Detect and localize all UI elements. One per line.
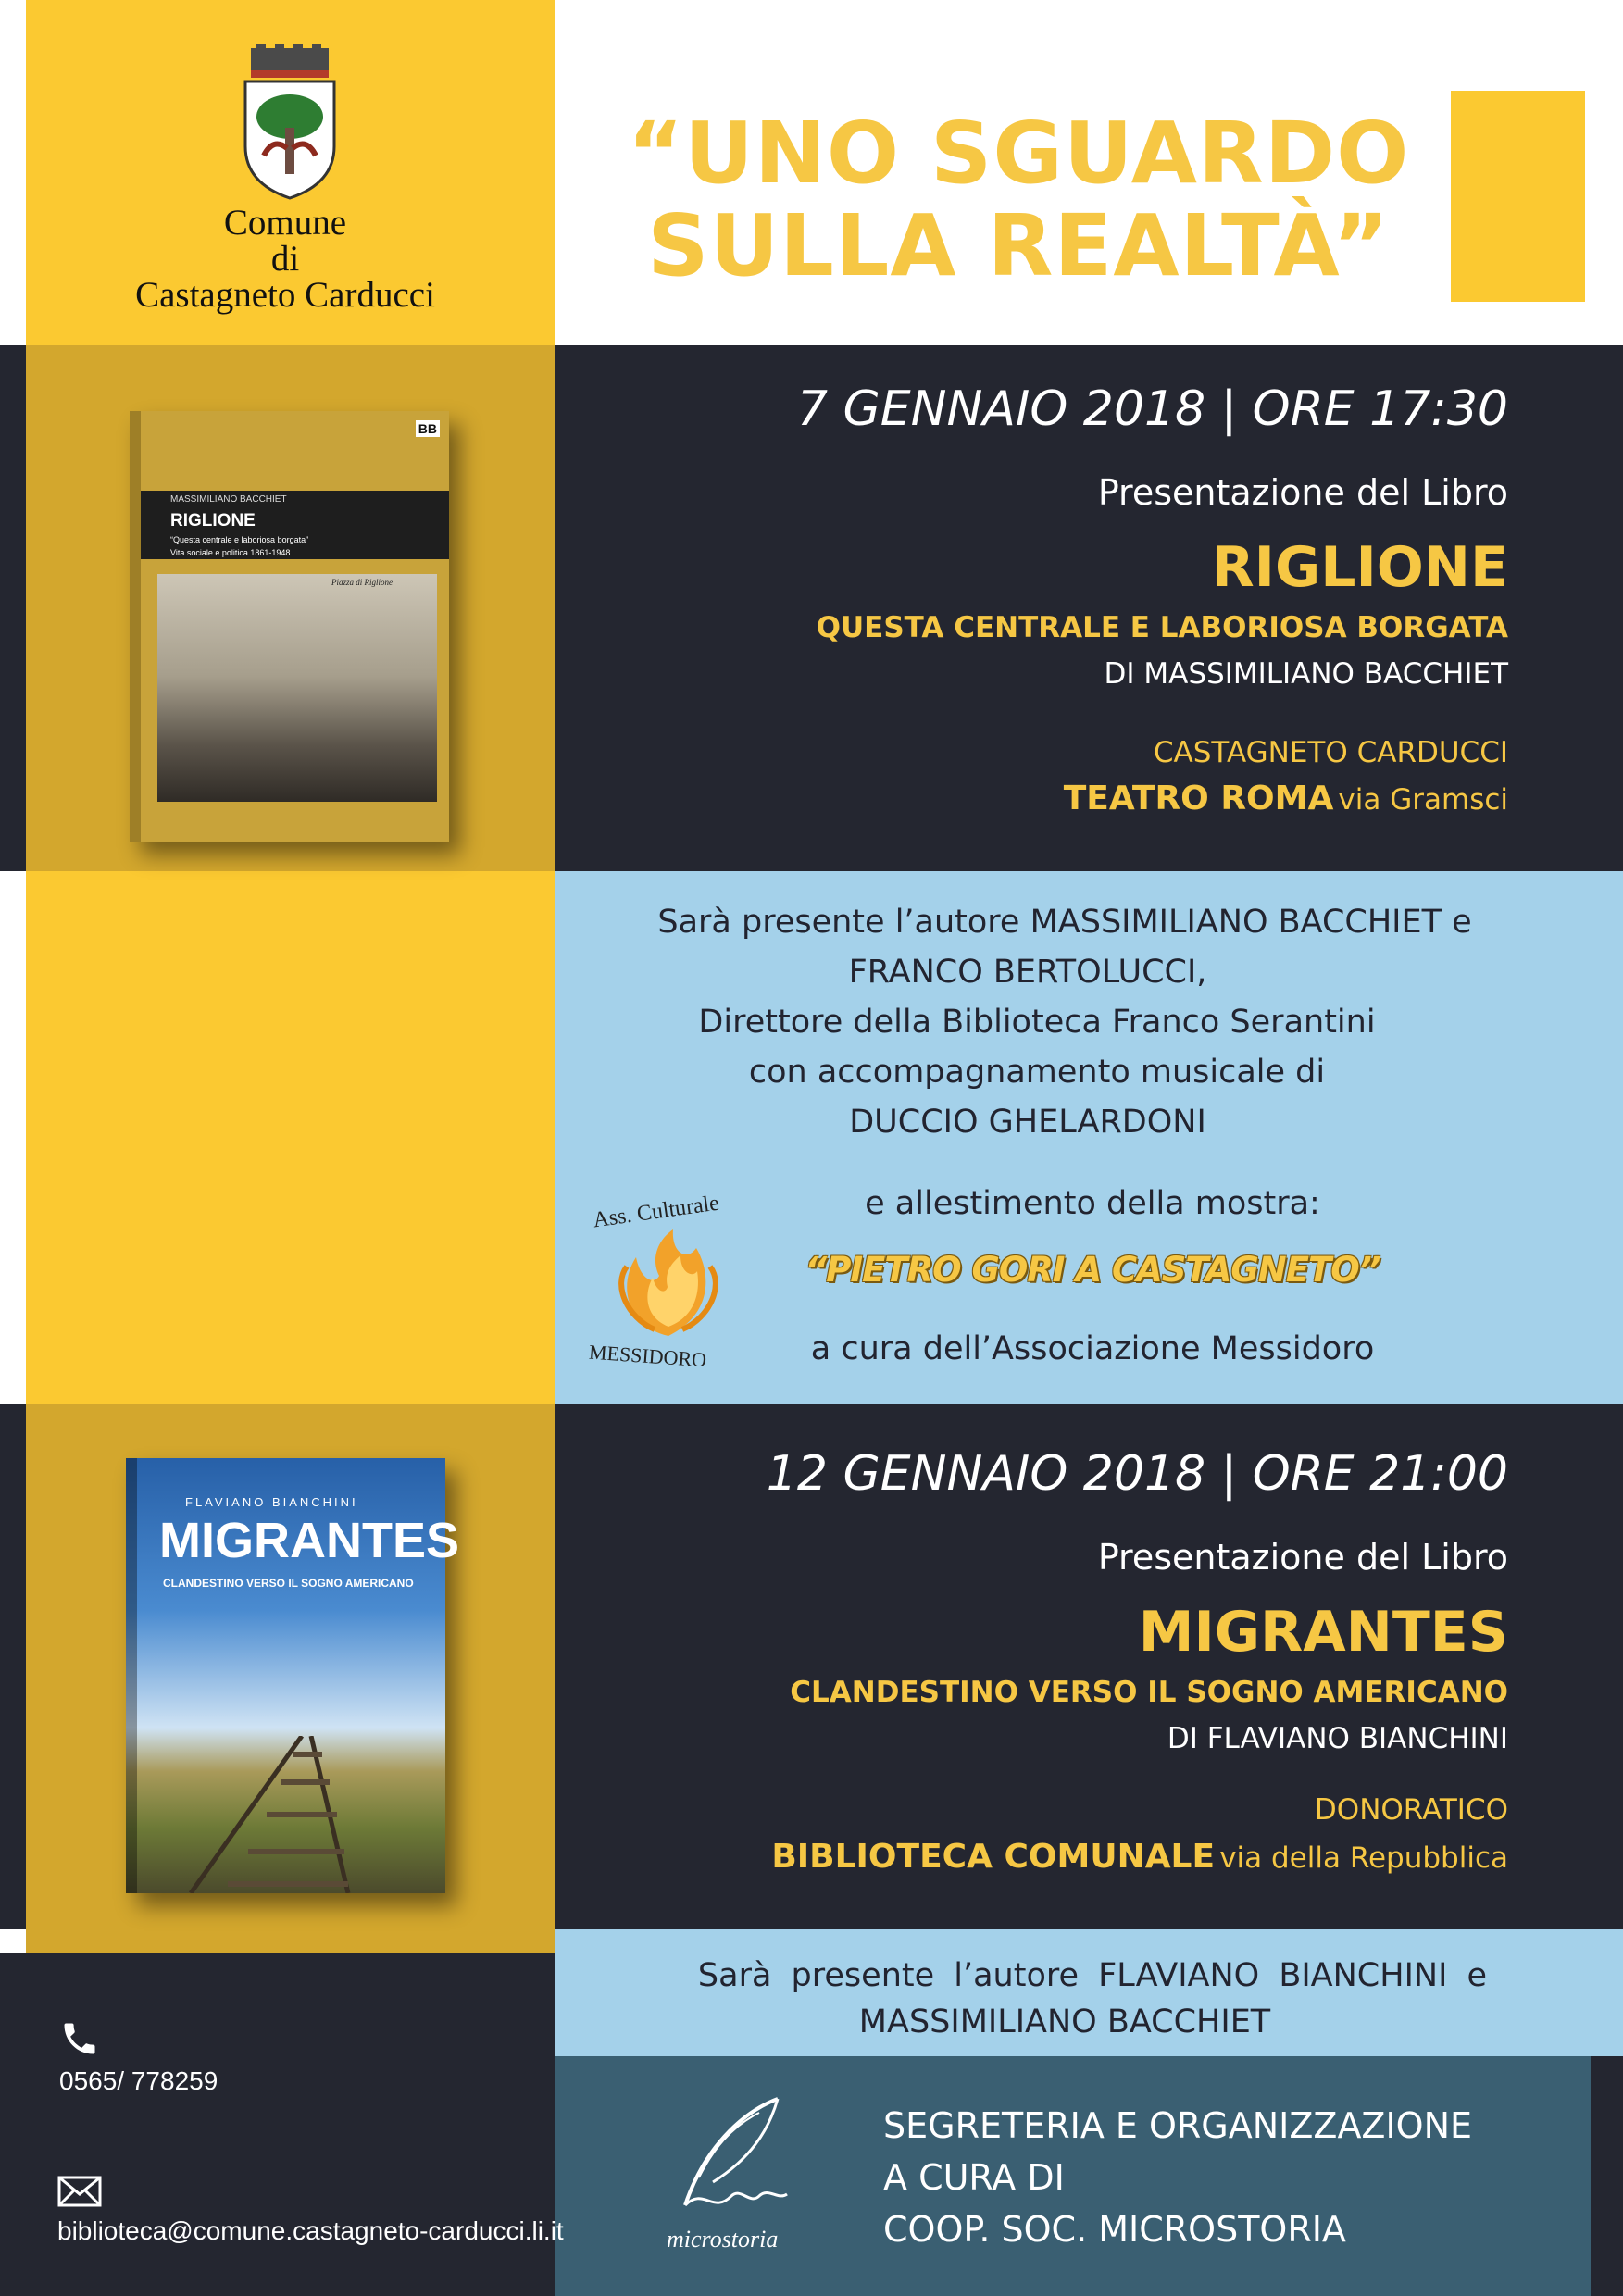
guests2-line2: MASSIMILIANO BACCHIET bbox=[858, 2003, 1271, 2040]
exhibition-title: “PIETRO GORI A CASTAGNETO” bbox=[805, 1250, 1380, 1290]
page-title-line1: “UNO SGUARDO bbox=[627, 104, 1410, 203]
guests1-line2: FRANCO BERTOLUCCI, bbox=[848, 954, 1207, 991]
cover-author: MASSIMILIANO BACCHIET bbox=[170, 494, 287, 505]
organizer-line3: COOP. SOC. MICROSTORIA bbox=[883, 2209, 1346, 2250]
event2-subtitle: CLANDESTINO VERSO IL SOGNO AMERICANO bbox=[790, 1676, 1508, 1709]
event1-subtitle: QUESTA CENTRALE E LABORIOSA BORGATA bbox=[816, 611, 1508, 644]
guests1-left-yellow bbox=[26, 871, 555, 1404]
feather-quill-icon bbox=[648, 2094, 815, 2224]
guests2-line1: Sarà presente l’autore FLAVIANO BIANCHINI e bbox=[697, 1957, 1488, 1994]
railway-track-illustration bbox=[163, 1736, 404, 1893]
event1-book-title: RIGLIONE bbox=[1211, 535, 1508, 600]
envelope-icon bbox=[57, 2176, 102, 2207]
microstoria-logo bbox=[648, 2094, 815, 2261]
publisher-logo: BB bbox=[416, 420, 440, 437]
event2-venue: BIBLIOTECA COMUNALE bbox=[771, 1838, 1216, 1876]
guests1-line6: e allestimento della mostra: bbox=[865, 1185, 1320, 1222]
event2-venue-line bbox=[771, 1838, 1508, 1876]
cover-subtitle-1: “Questa centrale e laboriosa borgata” bbox=[170, 535, 309, 544]
book-cover-migrantes bbox=[126, 1458, 459, 1893]
flame-icon bbox=[608, 1229, 729, 1341]
coat-of-arms-logo bbox=[236, 44, 343, 202]
title-accent-square bbox=[1451, 91, 1585, 302]
cover-title: RIGLIONE bbox=[170, 511, 256, 530]
event1-datetime: 7 GENNAIO 2018 | ORE 17:30 bbox=[796, 381, 1508, 437]
email-address[interactable]: biblioteca@comune.castagneto-carducci.li.it bbox=[57, 2216, 564, 2245]
organizer-right-strip bbox=[1591, 2056, 1623, 2296]
page-title-line2: SULLA REALTÀ” bbox=[647, 196, 1390, 295]
guests1-line1: Sarà presente l’autore MASSIMILIANO BACCHIET e bbox=[657, 904, 1472, 941]
event1-street: via Gramsci bbox=[1338, 783, 1508, 817]
cover-subtitle: CLANDESTINO VERSO IL SOGNO AMERICANO bbox=[163, 1577, 414, 1590]
guests1-line7: a cura dell’Associazione Messidoro bbox=[810, 1330, 1375, 1367]
book-spine bbox=[130, 411, 141, 842]
cover-title: MIGRANTES bbox=[159, 1513, 459, 1568]
cover-author: FLAVIANO BIANCHINI bbox=[185, 1495, 358, 1509]
organizer-line2: A CURA DI bbox=[883, 2157, 1065, 2198]
event1-town: CASTAGNETO CARDUCCI bbox=[1153, 736, 1508, 769]
cover-photo bbox=[157, 574, 437, 802]
event2-author: DI FLAVIANO BIANCHINI bbox=[1167, 1722, 1508, 1755]
event2-street: via della Repubblica bbox=[1219, 1841, 1508, 1875]
event1-venue: TEATRO ROMA bbox=[1063, 780, 1334, 817]
event1-intro: Presentazione del Libro bbox=[1097, 472, 1508, 513]
cover-subtitle-2: Vita sociale e politica 1861-1948 bbox=[170, 548, 291, 557]
event2-datetime: 12 GENNAIO 2018 | ORE 21:00 bbox=[766, 1446, 1508, 1502]
messidoro-logo-bottom: MESSIDORO bbox=[588, 1340, 707, 1372]
microstoria-logo-text: microstoria bbox=[667, 2226, 779, 2252]
book-cover-riglione bbox=[130, 411, 449, 842]
event2-town: DONORATICO bbox=[1314, 1793, 1508, 1827]
cover-photo-caption: Piazza di Riglione bbox=[331, 578, 393, 587]
organizer-line1: SEGRETERIA E ORGANIZZAZIONE bbox=[883, 2105, 1473, 2146]
phone-icon bbox=[59, 2018, 100, 2059]
event2-intro: Presentazione del Libro bbox=[1097, 1537, 1508, 1578]
messidoro-logo bbox=[567, 1191, 770, 1379]
event1-author: DI MASSIMILIANO BACCHIET bbox=[1104, 657, 1508, 691]
comune-line1: Comune bbox=[223, 203, 347, 243]
guests1-line3: Direttore della Biblioteca Franco Serantini bbox=[698, 1004, 1376, 1041]
book-spine bbox=[126, 1458, 137, 1893]
event1-venue-line bbox=[1064, 780, 1508, 817]
comune-line3: Castagneto Carducci bbox=[135, 275, 435, 315]
event2-book-title: MIGRANTES bbox=[1138, 1600, 1508, 1665]
guests1-line5: DUCCIO GHELARDONI bbox=[849, 1104, 1206, 1141]
phone-number[interactable]: 0565/ 778259 bbox=[59, 2066, 218, 2095]
comune-line2: di bbox=[270, 239, 300, 279]
messidoro-logo-top: Ass. Culturale bbox=[591, 1191, 721, 1233]
guests1-line4: con accompagnamento musicale di bbox=[748, 1054, 1326, 1091]
